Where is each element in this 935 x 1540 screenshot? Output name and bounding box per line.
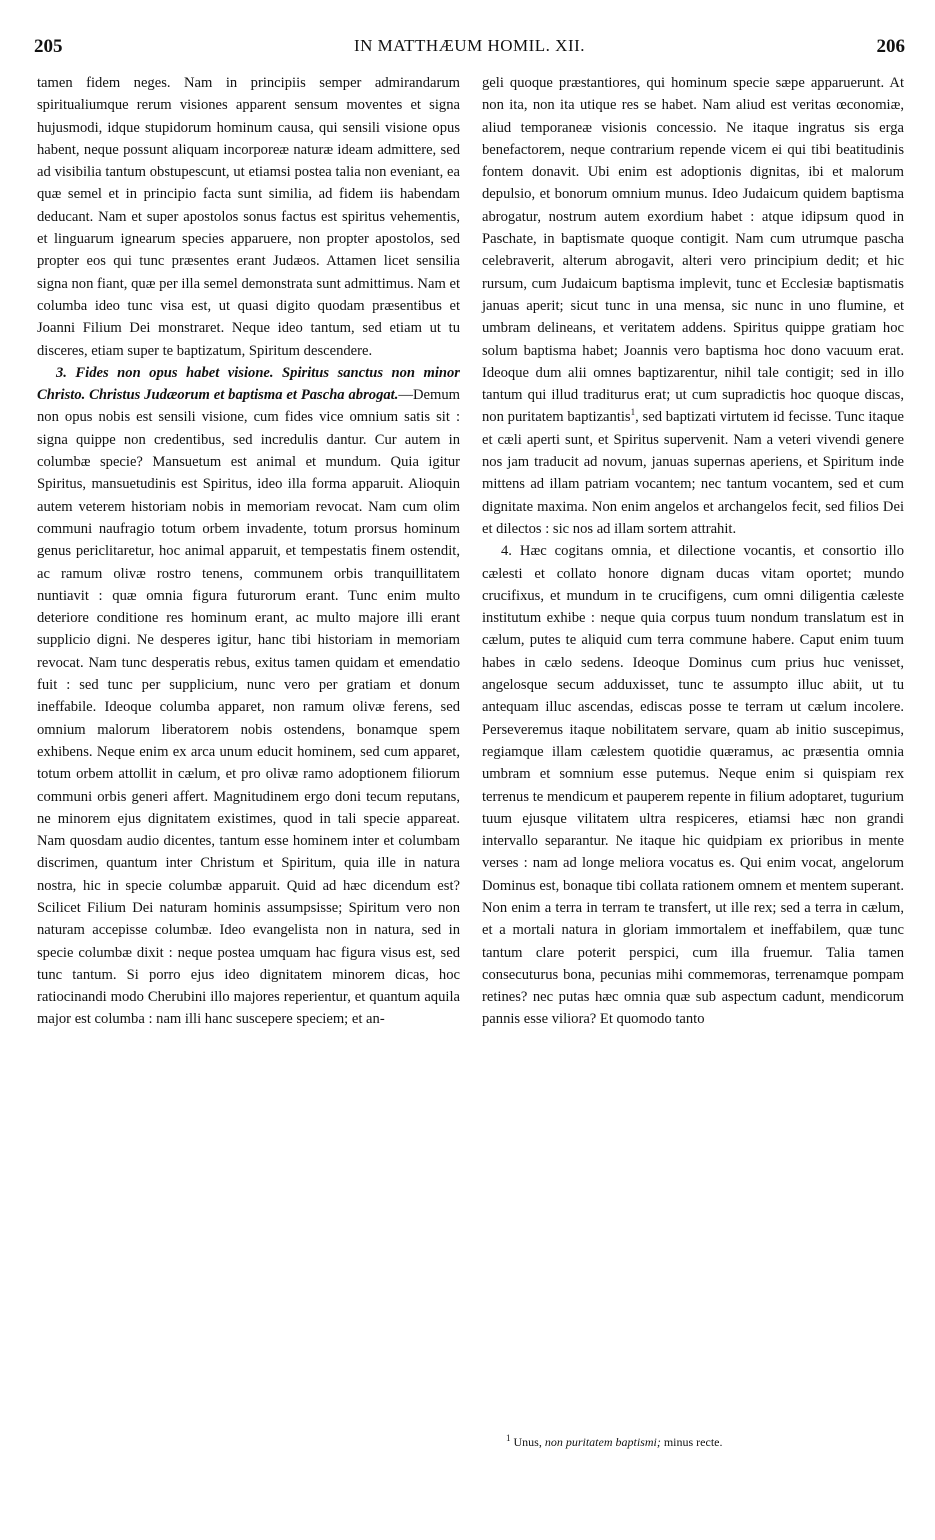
right-paragraph-1-part-b: , sed baptizati virtutem id fecisse. Tunc itaque et cæli aperti sunt, et Spiritus supervenit. Nam a veteri vivendi genere nos jam traducit ad novum, januas supernas aperiens, et Spiritum inde mittens ad illam patriam vocantem; nec tantum vocantem, sed et cum dignitate maxima. Non enim angelos et archangelos fecit, sed filios Dei et dilectos : sic nos ad illam sortem attrahit. <box>482 409 905 537</box>
left-paragraph-1: tamen fidem neges. Nam in principiis semper admirandarum spiritualiumque rerum visiones apparent sensum moventes et signa hujusmodi, idque stupidorum hominum causa, qui sensili visione opus habent, neque possunt aliquam incorporeæ naturæ ideam admittere, sed ad visibilia tantum obstupescunt, ut etiamsi postea talia non eveniant, ea quæ semel et in principio facta sunt similia, ad fidem iis habendam deducant. Nam et super apostolos sonus factus est spiritus vehementis, et linguarum ignearum species apparuere, non propter apostolos, sed propter eos qui tunc præsentes erant Judæos. Attamen licet sensilia signa non fiant, quæ per illa semel demonstrata sunt admittimus. Nam et columba ideo tunc visa est, ut quasi digito quodam præsentibus et Joanni Filium Dei monstraret. Neque ideo tantum, sed etiam ut tu disceres, etiam super te baptizatum, Spiritum descendere. <box>37 75 460 359</box>
section-4-paragraph: 4. Hæc cogitans omnia, et dilectione vocantis, et consortio illo cælesti et collato honore dignam ducas vitam oportet; mundo crucifixus, et mundum in te crucifigens, cum omni diligentia cæleste institutum exhibe : neque quia corpus tuum nondum translatum est in cælum, putes te aliquid cum terra commune habere. Caput enim tuum habes in cælo sedens. Ideoque Dominus cum prius huc venisset, angelosque secum adduxisset, tunc te assumpto illuc abiit, ut tu antequam illuc ascendas, ediscas posse te terram ut cælum incolere. Perseveremus itaque nobilitatem servare, quam ab initio suscepimus, regiamque illam cælestem quotidie quæramus, ac præsentia omnia umbram et somnium esse putemus. Neque enim si quispiam rex terrenus te mendicum et pauperem repente in filium adoptaret, tugurium tuum ejusque vilitatem ultra respiceres, etiamsi hæc non grandi intervallo separantur. Ne itaque hic quidpiam ex prioribus in mente verses : nam ad longe meliora vocatus es. Qui enim vocat, angelorum Dominus est, bonaque tibi collata rationem omnem et mentem superant. Non enim a terra in terram te transfert, ut ille rex; sed a terra in cælum, et a mortali natura in gloriam immortalem et ineffabilem, quæ tunc tantum clare poterit perspici, cum illa fruemur. Talia tamen consecuturus bona, pecunias mihi commemoras, terrenamque pompam retines? nec putas hæc omnia quæ sub aspectum cadunt, mendicorum pannis esse viliora? Et quomodo tanto <box>482 543 904 1028</box>
section-3-heading: 3. Fides non opus habet visione. Spiritus sanctus non minor Christo. Christus Judæorum et baptisma et Pascha abrogat. <box>37 364 460 404</box>
page-number-left: 205 <box>34 36 63 57</box>
section-3-body: —Demum non opus nobis est sensili visione, cum fides vice omnium satis sit : signa quippe non credentibus, sed incredulis dantur. Cur autem in columbæ specie? Mansuetum est animal et mundum. Quia igitur Spiritus, mansuetudinis est Spiritus, ideo illa forma apparuit. Alioquin autem veterem historiam nobis in memoriam revocat. Nam cum olim communi naufragio totum orbem invadente, totum prorsus hominum genus periclitaretur, hoc animal apparuit, et tempestatis finem ostendit, ac ramum olivæ rostro tenens, communem orbis tranquillitatem nuntiavit : quæ omnia figura futurorum erant. Tunc enim multo deteriore conditione res hominum erant, ac multo majore illi erant supplicio digni. Ne desperes igitur, hanc tibi historiam in memoriam revocat. Nam tunc desperatis rebus, exitus tamen quidam et emendatio fuit : sed tunc per supplicium, nunc vero per gratiam et donum ineffabile. Ideoque columba apparet, non ramum olivæ ferens, sed omnium malorum liberatorem nobis ostendens, bonamque spem exhibens. Neque enim ex arca unum educit hominem, sed cum apparet, totum orbem attollit in cælum, et pro olivæ ramo adoptionem filiorum communi orbis generi affert. Magnitudinem ergo doni tecum reputans, ne minorem ejus dignitatem existimes, quod in tali specie appareat. Nam quosdam audio dicentes, tantum esse hominem inter et columbam discrimen, quantum inter Christum et Spiritum, quia ille in natura nostra, hic in specie columbæ apparuit. Quid ad hæc dicendum est? Scilicet Filium Dei naturam hominis assumpsisse; Spiritum vero non naturam accepisse columbæ. Ideo evangelista non in natura, sed in specie columbæ dixit : neque postea umquam hac figura visus est, sed tunc tantum. Si porro ejus ideo dignitatem minorem dicas, hoc ratiocinandi modo Cherubini illo majores reperientur, et quantum aquila major est columba : nam illi hanc suscepere speciem; et an- <box>37 387 460 1028</box>
footnote-reference: 1 <box>630 407 636 418</box>
footnote-tail: minus recte. <box>663 1435 723 1449</box>
footnote-lead: Unus, <box>513 1435 542 1449</box>
footnote-italic: non puritatem baptismi; <box>544 1435 661 1449</box>
footnote <box>506 1434 906 1450</box>
right-paragraph-1-part-a: geli quoque præstantiores, qui hominum specie sæpe apparuerunt. At non ita, non ita utique res se habet. Nam aliud est veritas œconomiæ, aliud temporaneæ visionis concessio. Ne itaque ingratus sis erga benefactorem, neque contrarium repende vicem ei qui tibi beatitudinis fontem donavit. Ubi enim est adoptionis dignitas, ibi et malorum depulsio, et bonorum omnium munus. Ideo Judaicum quidem baptisma abrogatur, nostrum autem exordium habet : atque idipsum quod in Paschate, in baptismate quoque contigit. Nam cum utrumque pascha celebraverit, alterum abrogavit, alteri vero principium dedit; et hic rursum, cum Judaicum baptisma implevit, tunc et Ecclesiæ baptismatis januas aperit; sicut tunc in una mensa, sic nunc in uno flumine, et umbram delineans, et veritatem addens. Spiritus quippe gratiam hoc solum baptisma habet; Joannis vero baptisma hoc dono vacuum erat. Ideoque dum alii omnes baptizarentur, nihil tale contigit; sed in illo tantum qui illud traditurus erat; ut cum supradictis hoc quoque discas, non puritatem baptizantis <box>482 75 904 426</box>
left-column <box>37 72 460 1031</box>
running-header <box>34 36 905 60</box>
page-number-right: 206 <box>876 36 905 57</box>
right-paragraph-1 <box>482 72 904 540</box>
left-paragraph-2 <box>37 362 460 1031</box>
right-column <box>482 72 904 1031</box>
running-title: IN MATTHÆUM HOMIL. XII. <box>353 36 586 55</box>
footnote-mark: 1 <box>506 1433 511 1443</box>
